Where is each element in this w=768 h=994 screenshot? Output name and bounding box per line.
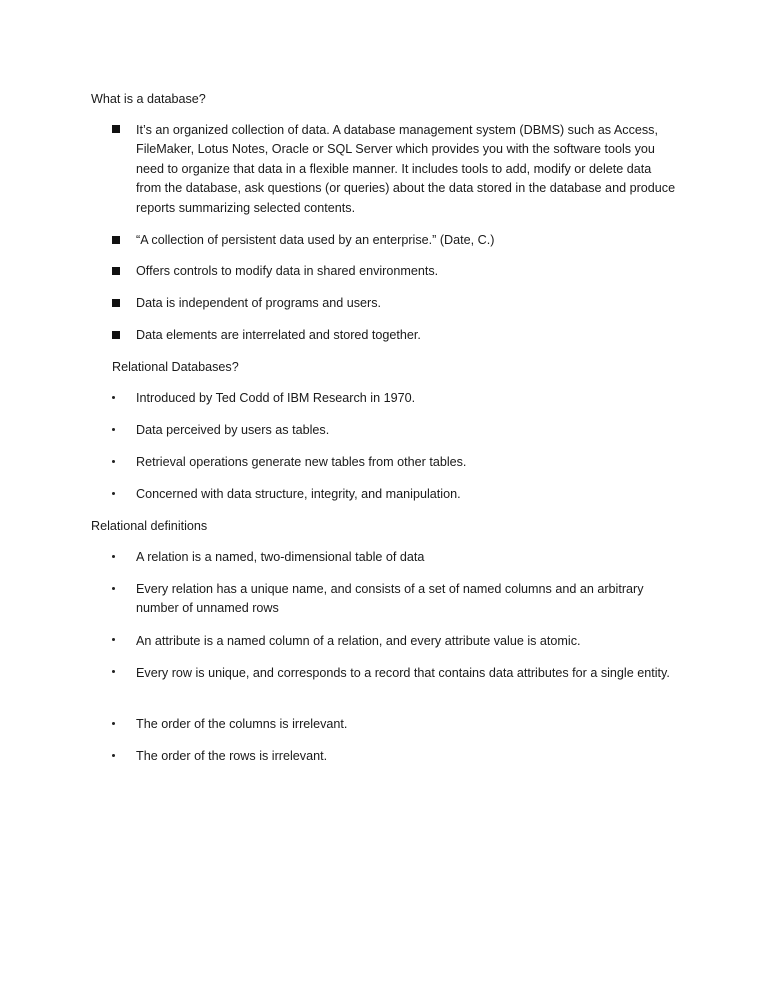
- square-bullet-icon: [112, 299, 120, 307]
- bullet-dot-icon: [112, 492, 115, 495]
- list-item: A relation is a named, two-dimensional table of data: [136, 550, 425, 564]
- bullet-dot-icon: [112, 754, 115, 757]
- bullet-dot-icon: [112, 587, 115, 590]
- bullet-dot-icon: [112, 638, 115, 641]
- bullet-dot-icon: [112, 722, 115, 725]
- square-bullet-icon: [112, 331, 120, 339]
- bullet-dot-icon: [112, 396, 115, 399]
- square-bullet-icon: [112, 236, 120, 244]
- square-bullet-icon: [112, 267, 120, 275]
- list-item: The order of the rows is irrelevant.: [136, 749, 328, 763]
- list-item: “A collection of persistent data used by an enterprise.” (Date, C.): [136, 233, 495, 247]
- list-item: Offers controls to modify data in shared environments.: [136, 264, 439, 278]
- list-item: Every row is unique, and corresponds to a record that contains data attributes for a single entity.: [136, 666, 670, 680]
- bullet-dot-icon: [112, 670, 115, 673]
- list-item: An attribute is a named column of a relation, and every attribute value is atomic.: [136, 634, 581, 648]
- list-item: Introduced by Ted Codd of IBM Research in 1970.: [136, 391, 416, 405]
- heading-relational-databases: Relational Databases?: [112, 360, 239, 374]
- list-item: Concerned with data structure, integrity, and manipulation.: [136, 487, 461, 501]
- list-item: Data elements are interrelated and stored together.: [136, 328, 421, 342]
- heading-relational-definitions: Relational definitions: [91, 519, 208, 533]
- bullet-dot-icon: [112, 460, 115, 463]
- list-item: Data perceived by users as tables.: [136, 423, 330, 437]
- heading-what-is-a-database: What is a database?: [91, 92, 206, 106]
- list-item: Retrieval operations generate new tables from other tables.: [136, 455, 467, 469]
- list-item: It’s an organized collection of data. A database management system (DBMS) such as Access, FileMaker, Lotus Notes, Oracle or SQL Server which provides you with the software tools you need to organize that data in a flexible manner. It includes tools to add, modify or delete data from the database, ask questions (or queries) about the data stored in the database and produce reports summarizing selected contents.: [136, 123, 676, 215]
- bullet-dot-icon: [112, 428, 115, 431]
- list-item: The order of the columns is irrelevant.: [136, 717, 348, 731]
- square-bullet-icon: [112, 125, 120, 133]
- list-item: Every relation has a unique name, and consists of a set of named columns and an arbitrary number of unnamed rows: [136, 582, 644, 616]
- bullet-dot-icon: [112, 555, 115, 558]
- list-item: Data is independent of programs and users.: [136, 296, 382, 310]
